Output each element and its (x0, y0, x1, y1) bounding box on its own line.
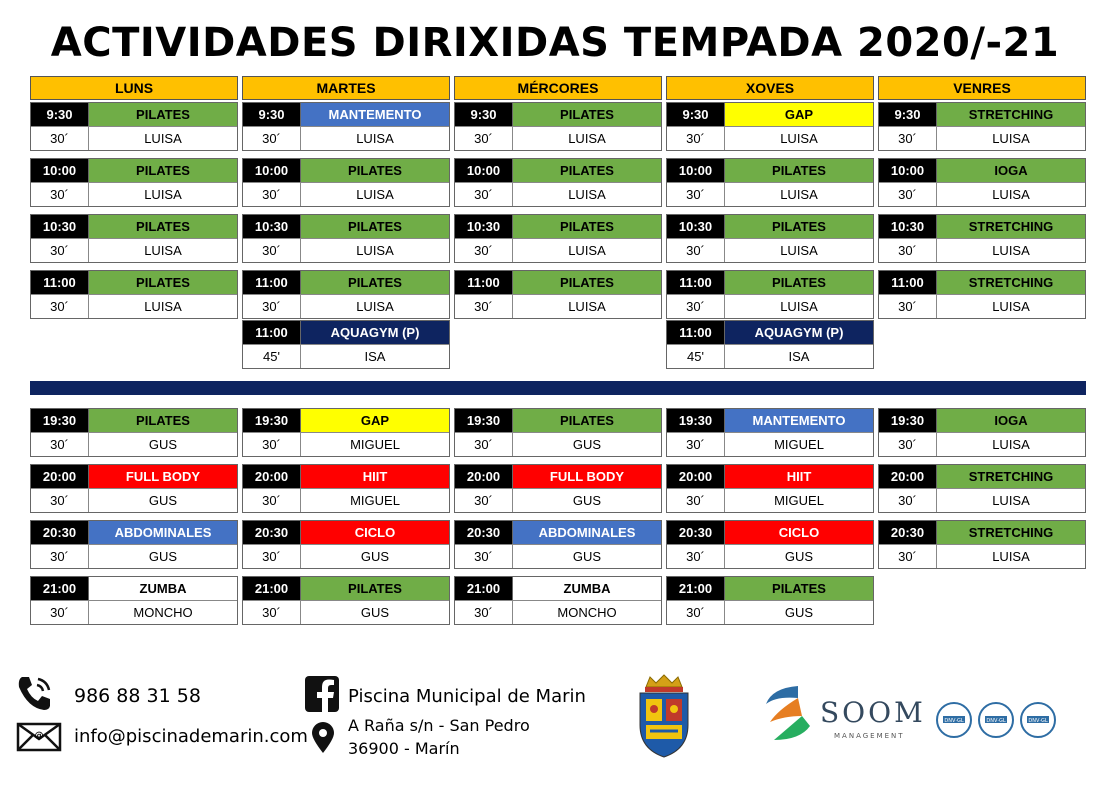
class-instructor: LUISA (724, 295, 873, 318)
soom-brand-text: SOOM (820, 696, 926, 729)
day-header: MARTES (242, 76, 450, 100)
soom-brand-sub: MANAGEMENT (834, 732, 905, 740)
class-instructor: LUISA (88, 127, 237, 150)
facebook-icon (305, 676, 339, 717)
class-duration: 30´ (262, 605, 281, 620)
class-time: 19:30 (455, 409, 512, 432)
class-time: 20:30 (31, 521, 88, 544)
class-slot (454, 102, 662, 151)
class-time: 9:30 (879, 103, 936, 126)
class-time: 11:00 (667, 321, 724, 344)
class-activity: PILATES (724, 577, 873, 600)
class-slot (242, 158, 450, 207)
class-time: 20:30 (667, 521, 724, 544)
cert-label-2: DNV·GL (986, 718, 1006, 724)
class-slot (666, 520, 874, 569)
class-activity: PILATES (512, 103, 661, 126)
class-activity: IOGA (936, 159, 1085, 182)
class-slot (878, 102, 1086, 151)
class-instructor: GUS (512, 489, 661, 512)
class-duration: 30´ (898, 187, 917, 202)
class-slot (666, 102, 874, 151)
class-activity: PILATES (88, 409, 237, 432)
class-slot (666, 214, 874, 263)
class-slot (242, 102, 450, 151)
class-duration: 30´ (50, 437, 69, 452)
class-slot (30, 520, 238, 569)
class-duration: 30´ (262, 493, 281, 508)
class-instructor: GUS (88, 545, 237, 568)
class-duration: 30´ (474, 187, 493, 202)
class-duration: 30´ (474, 299, 493, 314)
class-time: 19:30 (31, 409, 88, 432)
class-activity: PILATES (724, 215, 873, 238)
class-activity: PILATES (724, 159, 873, 182)
class-activity: FULL BODY (512, 465, 661, 488)
coat-of-arms-logo (634, 673, 694, 764)
svg-text:@: @ (34, 731, 44, 741)
class-instructor: LUISA (300, 183, 449, 206)
class-slot (242, 320, 450, 369)
class-activity: STRETCHING (936, 215, 1085, 238)
class-duration: 30´ (262, 549, 281, 564)
class-duration: 30´ (50, 131, 69, 146)
class-duration: 30´ (898, 437, 917, 452)
class-instructor: LUISA (936, 489, 1085, 512)
class-activity: MANTEMENTO (300, 103, 449, 126)
class-time: 19:30 (879, 409, 936, 432)
class-activity: CICLO (300, 521, 449, 544)
class-time: 20:30 (243, 521, 300, 544)
class-slot (878, 214, 1086, 263)
class-activity: MANTEMENTO (724, 409, 873, 432)
class-activity: PILATES (512, 409, 661, 432)
class-duration: 45' (263, 349, 280, 364)
class-activity: AQUAGYM (P) (300, 321, 449, 344)
day-header: LUNS (30, 76, 238, 100)
class-time: 20:00 (31, 465, 88, 488)
class-slot (878, 464, 1086, 513)
class-slot (454, 270, 662, 319)
class-instructor: LUISA (512, 239, 661, 262)
class-instructor: LUISA (936, 127, 1085, 150)
class-time: 11:00 (243, 271, 300, 294)
class-time: 10:00 (243, 159, 300, 182)
class-activity: AQUAGYM (P) (724, 321, 873, 344)
class-instructor: GUS (88, 433, 237, 456)
class-duration: 30´ (898, 299, 917, 314)
class-activity: ZUMBA (88, 577, 237, 600)
class-instructor: LUISA (936, 295, 1085, 318)
class-duration: 30´ (50, 299, 69, 314)
class-activity: PILATES (724, 271, 873, 294)
class-slot (30, 576, 238, 625)
class-activity: PILATES (88, 103, 237, 126)
class-duration: 30´ (474, 605, 493, 620)
class-duration: 30´ (686, 549, 705, 564)
class-activity: CICLO (724, 521, 873, 544)
phone-icon (14, 673, 54, 718)
class-slot (878, 158, 1086, 207)
class-activity: PILATES (88, 271, 237, 294)
class-duration: 30´ (686, 131, 705, 146)
class-instructor: LUISA (724, 239, 873, 262)
email-address[interactable]: info@piscinademarin.com (74, 726, 308, 747)
class-slot (666, 158, 874, 207)
class-slot (30, 102, 238, 151)
class-instructor: LUISA (300, 127, 449, 150)
class-instructor: LUISA (300, 295, 449, 318)
class-instructor: LUISA (936, 183, 1085, 206)
facebook-page-name[interactable]: Piscina Municipal de Marin (348, 686, 586, 707)
class-instructor: LUISA (88, 183, 237, 206)
class-slot (666, 320, 874, 369)
class-time: 20:30 (455, 521, 512, 544)
class-duration: 30´ (50, 549, 69, 564)
class-instructor: LUISA (936, 545, 1085, 568)
class-activity: PILATES (512, 159, 661, 182)
day-header: XOVES (666, 76, 874, 100)
class-activity: STRETCHING (936, 271, 1085, 294)
class-time: 10:00 (455, 159, 512, 182)
soom-logo (758, 682, 930, 753)
class-time: 21:00 (31, 577, 88, 600)
day-header: VENRES (878, 76, 1086, 100)
class-activity: ABDOMINALES (88, 521, 237, 544)
class-activity: FULL BODY (88, 465, 237, 488)
class-slot (666, 464, 874, 513)
class-duration: 30´ (686, 493, 705, 508)
class-slot (242, 520, 450, 569)
class-time: 10:00 (879, 159, 936, 182)
class-slot (878, 520, 1086, 569)
class-instructor: LUISA (512, 295, 661, 318)
class-slot (242, 214, 450, 263)
class-time: 11:00 (31, 271, 88, 294)
class-time: 10:30 (879, 215, 936, 238)
class-time: 20:00 (243, 465, 300, 488)
class-activity: STRETCHING (936, 465, 1085, 488)
class-time: 11:00 (879, 271, 936, 294)
class-instructor: GUS (300, 545, 449, 568)
class-instructor: GUS (300, 601, 449, 624)
class-duration: 30´ (686, 243, 705, 258)
class-duration: 30´ (262, 131, 281, 146)
class-time: 10:30 (455, 215, 512, 238)
class-time: 10:00 (31, 159, 88, 182)
class-time: 20:00 (667, 465, 724, 488)
certification-badge (1019, 701, 1057, 744)
class-slot (666, 270, 874, 319)
class-slot (878, 270, 1086, 319)
class-duration: 30´ (50, 605, 69, 620)
page-title: ACTIVIDADES DIRIXIDAS TEMPADA 2020/-21 (50, 20, 1060, 66)
class-time: 11:00 (455, 271, 512, 294)
class-duration: 30´ (686, 299, 705, 314)
class-instructor: LUISA (936, 239, 1085, 262)
class-instructor: LUISA (936, 433, 1085, 456)
day-header: MÉRCORES (454, 76, 662, 100)
class-activity: GAP (300, 409, 449, 432)
class-duration: 30´ (898, 493, 917, 508)
class-time: 9:30 (455, 103, 512, 126)
class-instructor: MONCHO (88, 601, 237, 624)
class-instructor: MIGUEL (300, 489, 449, 512)
class-slot (878, 408, 1086, 457)
class-activity: STRETCHING (936, 521, 1085, 544)
email-icon (16, 722, 62, 757)
class-activity: PILATES (512, 215, 661, 238)
class-time: 21:00 (243, 577, 300, 600)
class-instructor: ISA (300, 345, 449, 368)
class-instructor: LUISA (88, 239, 237, 262)
class-time: 10:30 (31, 215, 88, 238)
class-time: 11:00 (243, 321, 300, 344)
class-time: 9:30 (31, 103, 88, 126)
class-slot (30, 270, 238, 319)
class-duration: 30´ (474, 243, 493, 258)
class-duration: 30´ (262, 299, 281, 314)
class-time: 21:00 (667, 577, 724, 600)
class-time: 20:00 (455, 465, 512, 488)
class-instructor: MIGUEL (300, 433, 449, 456)
location-pin-icon (311, 722, 335, 759)
class-instructor: ISA (724, 345, 873, 368)
class-duration: 30´ (898, 243, 917, 258)
class-activity: HIIT (724, 465, 873, 488)
section-divider (30, 381, 1086, 395)
class-instructor: MIGUEL (724, 433, 873, 456)
class-instructor: LUISA (512, 127, 661, 150)
class-instructor: LUISA (88, 295, 237, 318)
class-instructor: LUISA (300, 239, 449, 262)
class-time: 10:30 (667, 215, 724, 238)
class-activity: PILATES (512, 271, 661, 294)
phone-number: 986 88 31 58 (74, 685, 201, 707)
class-instructor: GUS (512, 433, 661, 456)
class-slot (30, 158, 238, 207)
class-instructor: MONCHO (512, 601, 661, 624)
certification-badge (935, 701, 973, 744)
class-time: 10:30 (243, 215, 300, 238)
class-duration: 30´ (262, 437, 281, 452)
class-slot (454, 520, 662, 569)
class-duration: 30´ (474, 549, 493, 564)
class-activity: ABDOMINALES (512, 521, 661, 544)
class-activity: PILATES (300, 159, 449, 182)
class-slot (30, 214, 238, 263)
class-time: 11:00 (667, 271, 724, 294)
class-instructor: GUS (724, 545, 873, 568)
class-slot (30, 408, 238, 457)
class-activity: PILATES (300, 271, 449, 294)
class-duration: 30´ (50, 493, 69, 508)
address-line-2: 36900 - Marín (348, 739, 460, 758)
class-instructor: MIGUEL (724, 489, 873, 512)
class-time: 20:30 (879, 521, 936, 544)
class-duration: 30´ (898, 549, 917, 564)
class-slot (242, 576, 450, 625)
class-activity: PILATES (300, 215, 449, 238)
class-activity: PILATES (88, 159, 237, 182)
class-slot (666, 576, 874, 625)
cert-label-3: DNV·GL (1028, 718, 1048, 724)
class-duration: 30´ (898, 131, 917, 146)
class-activity: HIIT (300, 465, 449, 488)
class-duration: 30´ (686, 605, 705, 620)
class-slot (454, 576, 662, 625)
class-instructor: LUISA (724, 127, 873, 150)
class-slot (242, 270, 450, 319)
class-activity: GAP (724, 103, 873, 126)
class-slot (30, 464, 238, 513)
class-time: 9:30 (243, 103, 300, 126)
class-time: 19:30 (667, 409, 724, 432)
class-activity: ZUMBA (512, 577, 661, 600)
class-slot (454, 214, 662, 263)
class-time: 19:30 (243, 409, 300, 432)
class-duration: 30´ (50, 187, 69, 202)
class-slot (242, 408, 450, 457)
class-activity: PILATES (88, 215, 237, 238)
class-duration: 30´ (262, 187, 281, 202)
class-slot (454, 158, 662, 207)
class-slot (242, 464, 450, 513)
class-duration: 45' (687, 349, 704, 364)
class-activity: PILATES (300, 577, 449, 600)
class-instructor: GUS (724, 601, 873, 624)
class-time: 10:00 (667, 159, 724, 182)
cert-label-1: DNV·GL (944, 718, 964, 724)
class-instructor: GUS (88, 489, 237, 512)
class-duration: 30´ (50, 243, 69, 258)
class-time: 21:00 (455, 577, 512, 600)
class-time: 20:00 (879, 465, 936, 488)
certification-badge (977, 701, 1015, 744)
class-time: 9:30 (667, 103, 724, 126)
class-slot (454, 408, 662, 457)
class-duration: 30´ (474, 493, 493, 508)
class-duration: 30´ (686, 437, 705, 452)
class-instructor: LUISA (724, 183, 873, 206)
class-duration: 30´ (262, 243, 281, 258)
class-slot (666, 408, 874, 457)
class-instructor: GUS (512, 545, 661, 568)
class-activity: STRETCHING (936, 103, 1085, 126)
address-line-1: A Raña s/n - San Pedro (348, 716, 530, 735)
class-slot (454, 464, 662, 513)
class-activity: IOGA (936, 409, 1085, 432)
class-instructor: LUISA (512, 183, 661, 206)
class-duration: 30´ (474, 437, 493, 452)
class-duration: 30´ (474, 131, 493, 146)
class-duration: 30´ (686, 187, 705, 202)
